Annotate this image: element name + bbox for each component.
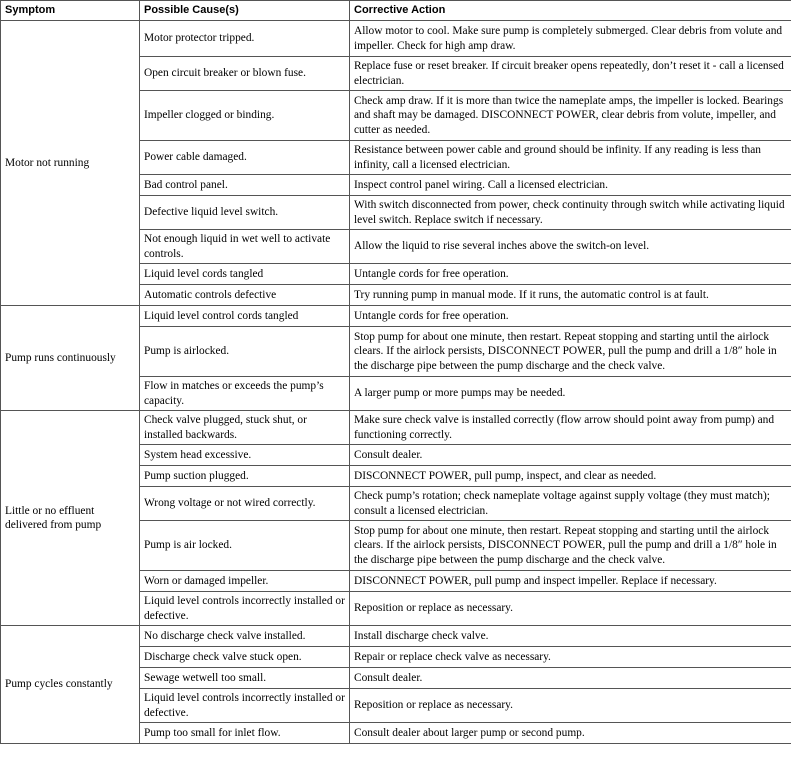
cause-cell: Pump suction plugged. [140, 466, 350, 487]
cause-cell: Liquid level controls incorrectly installed or defective. [140, 592, 350, 626]
cause-cell: Discharge check valve stuck open. [140, 647, 350, 668]
cause-cell: Wrong voltage or not wired correctly. [140, 487, 350, 521]
action-cell: Reposition or replace as necessary. [350, 592, 791, 626]
action-cell: Consult dealer. [350, 445, 791, 466]
action-cell: DISCONNECT POWER, pull pump and inspect impeller. Replace if necessary. [350, 571, 791, 592]
action-cell: Allow motor to cool. Make sure pump is completely submerged. Clear debris from volute and impeller. Check for high amp draw. [350, 21, 791, 57]
cause-cell: Liquid level controls incorrectly installed or defective. [140, 689, 350, 723]
action-cell: Untangle cords for free operation. [350, 306, 791, 327]
action-cell: Stop pump for about one minute, then restart. Repeat stopping and starting until the airlock clears. If the airlock persists, DISCONNECT POWER, pull the pump and drill a 1/8″ hole in the discharge pipe between the pump discharge and the check valve. [350, 327, 791, 377]
cause-cell: Pump too small for inlet flow. [140, 723, 350, 744]
cause-cell: Bad control panel. [140, 175, 350, 196]
action-cell: Check pump’s rotation; check nameplate voltage against supply voltage (they must match); consult a licensed electrician. [350, 487, 791, 521]
cause-cell: Liquid level control cords tangled [140, 306, 350, 327]
cause-cell: Defective liquid level switch. [140, 196, 350, 230]
table-row [1, 626, 791, 647]
cause-cell: Liquid level cords tangled [140, 264, 350, 285]
cause-cell: Motor protector tripped. [140, 21, 350, 57]
table-body [1, 21, 791, 744]
action-cell: Consult dealer. [350, 668, 791, 689]
cause-cell: System head excessive. [140, 445, 350, 466]
action-cell: Consult dealer about larger pump or second pump. [350, 723, 791, 744]
header-symptom: Symptom [1, 1, 140, 21]
action-cell: Stop pump for about one minute, then restart. Repeat stopping and starting until the airlock clears. If the airlock persists, DISCONNECT POWER, pull the pump and drill a 1/8″ hole in the discharge pipe between the pump discharge and the check valve. [350, 521, 791, 571]
action-cell: Try running pump in manual mode. If it runs, the automatic control is at fault. [350, 285, 791, 306]
header-corrective-action: Corrective Action [350, 1, 791, 21]
action-cell: Check amp draw. If it is more than twice the nameplate amps, the impeller is locked. Bearings and shaft may be damaged. DISCONNECT POWER, clear debris from volute, impeller, and cutter as needed. [350, 91, 791, 141]
cause-cell: Not enough liquid in wet well to activate controls. [140, 230, 350, 264]
action-cell: With switch disconnected from power, check continuity through switch while activating liquid level switch. Replace switch if necessary. [350, 196, 791, 230]
table-row [1, 21, 791, 57]
header-possible-causes: Possible Cause(s) [140, 1, 350, 21]
cause-cell: Power cable damaged. [140, 141, 350, 175]
cause-cell: Impeller clogged or binding. [140, 91, 350, 141]
action-cell: Inspect control panel wiring. Call a licensed electrician. [350, 175, 791, 196]
symptom-cell: Pump runs continuously [1, 306, 140, 411]
action-cell: Allow the liquid to rise several inches above the switch-on level. [350, 230, 791, 264]
action-cell: Reposition or replace as necessary. [350, 689, 791, 723]
action-cell: Resistance between power cable and ground should be infinity. If any reading is less than infinity, call a licensed electrician. [350, 141, 791, 175]
cause-cell: Sewage wetwell too small. [140, 668, 350, 689]
action-cell: Install discharge check valve. [350, 626, 791, 647]
cause-cell: Flow in matches or exceeds the pump’s capacity. [140, 377, 350, 411]
table-row [1, 411, 791, 445]
symptom-cell: Pump cycles constantly [1, 626, 140, 744]
cause-cell: Open circuit breaker or blown fuse. [140, 57, 350, 91]
action-cell: Make sure check valve is installed correctly (flow arrow should point away from pump) and functioning correctly. [350, 411, 791, 445]
action-cell: Replace fuse or reset breaker. If circuit breaker opens repeatedly, don’t reset it - call a licensed electrician. [350, 57, 791, 91]
cause-cell: No discharge check valve installed. [140, 626, 350, 647]
table-row [1, 306, 791, 327]
action-cell: Untangle cords for free operation. [350, 264, 791, 285]
cause-cell: Worn or damaged impeller. [140, 571, 350, 592]
cause-cell: Pump is airlocked. [140, 327, 350, 377]
action-cell: DISCONNECT POWER, pull pump, inspect, and clear as needed. [350, 466, 791, 487]
header-row [1, 1, 791, 21]
action-cell: Repair or replace check valve as necessary. [350, 647, 791, 668]
cause-cell: Automatic controls defective [140, 285, 350, 306]
action-cell: A larger pump or more pumps may be needed. [350, 377, 791, 411]
symptom-cell: Motor not running [1, 21, 140, 306]
cause-cell: Pump is air locked. [140, 521, 350, 571]
cause-cell: Check valve plugged, stuck shut, or installed backwards. [140, 411, 350, 445]
symptom-cell: Little or no effluent delivered from pump [1, 411, 140, 626]
